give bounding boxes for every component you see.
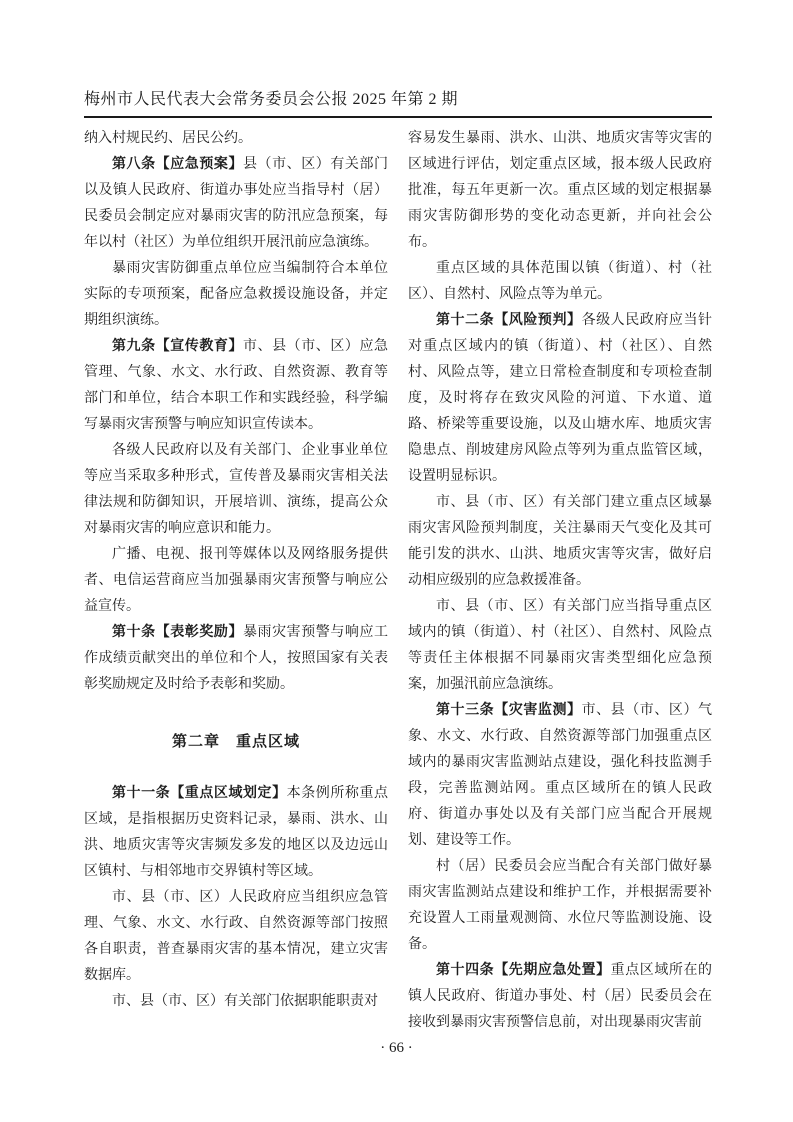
body-paragraph: [84, 126, 388, 152]
article-label: 第十一条【重点区域划定】: [112, 786, 287, 801]
body-paragraph: [84, 781, 388, 885]
article-label: 第八条【应急预案】: [112, 157, 243, 172]
chapter-heading: 第二章 重点区域: [171, 733, 300, 750]
two-column-layout: [84, 126, 712, 1036]
para-text: 重点区域所在的镇人民政府、街道办事处、村（居）民委员会在接收到暴雨灾害预警信息前，对出现暴雨灾害前: [408, 963, 713, 1030]
body-paragraph: [84, 256, 388, 334]
para-text: 广播、电视、报刊等媒体以及网络服务提供者、电信运营商应当加强暴雨灾害预警与响应公益宣传。: [84, 547, 388, 614]
para-text: 村（居）民委员会应当配合有关部门做好暴雨灾害监测站点建设和维护工作，并根据需要补充设置人工雨量观测筒、水位尺等监测设施、设备。: [408, 859, 712, 952]
para-text: 容易发生暴雨、洪水、山洪、地质灾害等灾害的区域进行评估，划定重点区域，报本级人民政府批准，每五年更新一次。重点区域的划定根据暴雨灾害防御形势的变化动态更新，并向社会公布。: [408, 131, 712, 250]
body-paragraph: [408, 854, 712, 958]
para-text: 暴雨灾害预警与响应工作成绩贡献突出的单位和个人，按照国家有关表彰奖励规定及时给予表彰和奖励。: [84, 625, 388, 692]
para-text: 各级人民政府以及有关部门、企业事业单位等应当采取多种形式，宣传普及暴雨灾害相关法律法规和防御知识，开展培训、演练，提高公众对暴雨灾害的响应意识和能力。: [84, 443, 388, 536]
body-paragraph: [84, 438, 388, 542]
para-text: 市、县（市、区）气象、水文、水行政、自然资源等部门加强重点区域内的暴雨灾害监测站点建设，强化科技监测手段，完善监测站网。重点区域所在的镇人民政府、街道办事处以及有关部门应当配合开展规划、建设等工作。: [408, 703, 713, 848]
para-text: 市、县（市、区）有关部门应当指导重点区域内的镇（街道）、村（社区）、自然村、风险点等责任主体根据不同暴雨灾害类型细化应急预案，加强汛前应急演练。: [408, 599, 712, 692]
body-paragraph: [84, 620, 388, 698]
para-text: 各级人民政府应当针对重点区域内的镇（街道）、村（社区）、自然村、风险点等，建立日常检查制度和专项检查制度，及时将存在致灾风险的河道、下水道、道路、桥梁等重要设施，以及山塘水库、地质灾害隐患点、削坡建房风险点等列为重点监管区域，设置明显标识。: [408, 313, 713, 484]
para-text: 本条例所称重点区域，是指根据历史资料记录，暴雨、洪水、山洪、地质灾害等灾害频发多发的地区以及边远山区镇村、与相邻地市交界镇村等区域。: [84, 786, 389, 879]
body-paragraph: [408, 126, 712, 256]
column-left: [84, 126, 388, 1036]
body-paragraph: [408, 490, 712, 594]
body-paragraph: [84, 334, 388, 438]
para-text: 纳入村规民约、居民公约。: [84, 131, 252, 146]
body-paragraph: [408, 958, 712, 1036]
page-number: · 66 ·: [380, 1040, 413, 1056]
para-text: 重点区域的具体范围以镇（街道）、村（社区）、自然村、风险点等为单元。: [408, 261, 712, 302]
column-right: [408, 126, 712, 1036]
body-paragraph: [84, 989, 388, 1015]
article-label: 第十三条【灾害监测】: [436, 703, 582, 718]
article-label: 第十二条【风险预判】: [436, 313, 582, 328]
body-paragraph: [84, 885, 388, 989]
article-label: 第十四条【先期应急处置】: [436, 963, 611, 978]
para-text: 县（市、区）有关部门以及镇人民政府、街道办事处应当指导村（居）民委员会制定应对暴雨灾害的防汛应急预案，每年以村（社区）为单位组织开展汛前应急演练。: [84, 157, 388, 250]
body-paragraph: [408, 698, 712, 854]
para-text: 市、县（市、区）有关部门依据职能职责对: [112, 994, 378, 1009]
page-content: [84, 86, 712, 1036]
para-text: 市、县（市、区）应急管理、气象、水文、水行政、自然资源、教育等部门和单位，结合本职工作和实践经验，科学编写暴雨灾害预警与响应知识宣传读本。: [84, 339, 388, 432]
running-header: 梅州市人民代表大会常务委员会公报 2025 年第 2 期: [84, 86, 712, 118]
body-paragraph: [408, 594, 712, 698]
body-paragraph: [408, 256, 712, 308]
para-text: 市、县（市、区）有关部门建立重点区域暴雨灾害风险预判制度，关注暴雨天气变化及其可能引发的洪水、山洪、地质灾害等灾害，做好启动相应级别的应急救援准备。: [408, 495, 712, 588]
article-label: 第九条【宣传教育】: [112, 339, 243, 354]
para-text: 暴雨灾害防御重点单位应当编制符合本单位实际的专项预案，配备应急救援设施设备，并定期组织演练。: [84, 261, 388, 328]
body-paragraph: [84, 152, 388, 256]
para-text: 市、县（市、区）人民政府应当组织应急管理、气象、水文、水行政、自然资源等部门按照各自职责，普查暴雨灾害的基本情况，建立灾害数据库。: [84, 890, 388, 983]
article-label: 第十条【表彰奖励】: [112, 625, 243, 640]
body-paragraph: [408, 308, 712, 490]
body-paragraph: [84, 542, 388, 620]
